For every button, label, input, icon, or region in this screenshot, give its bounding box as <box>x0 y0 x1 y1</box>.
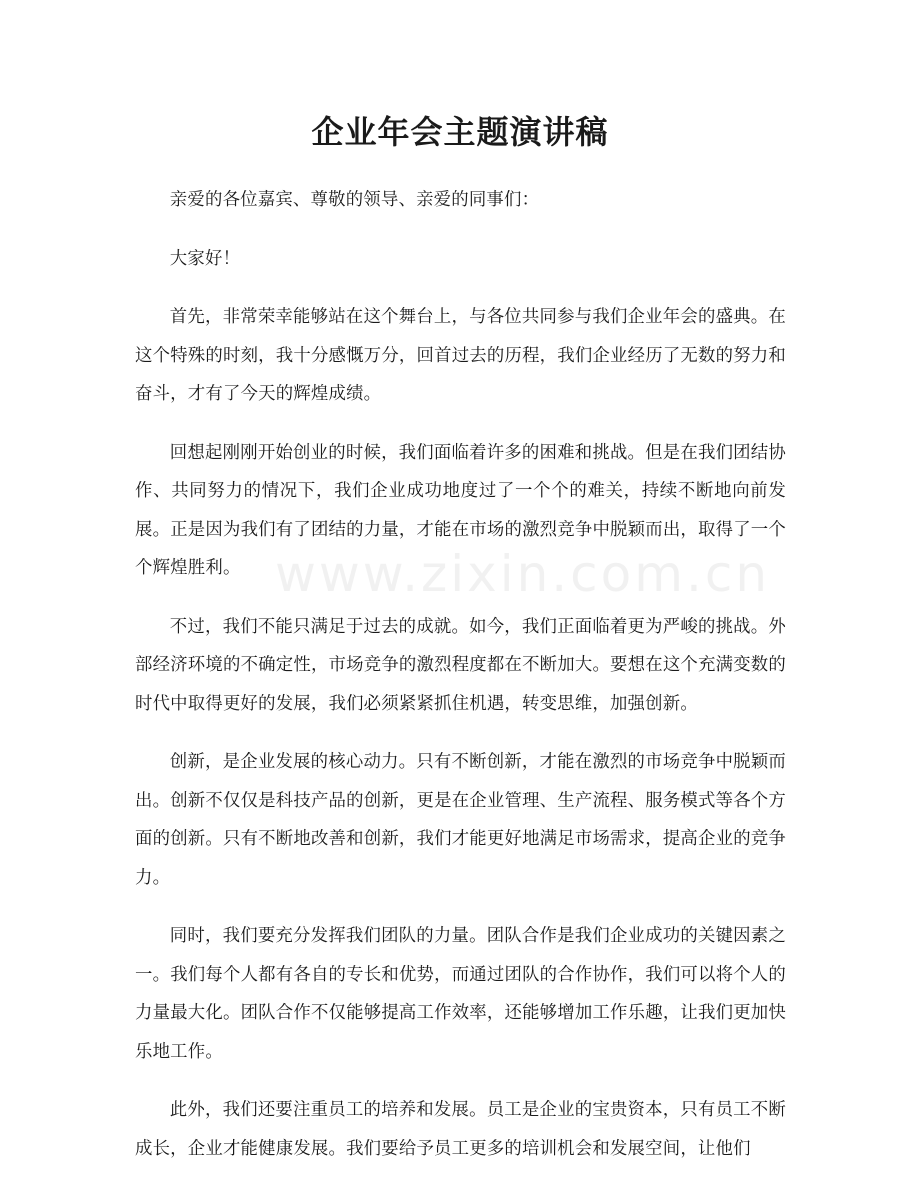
watermark: www.zixin.com.cn <box>275 545 771 603</box>
salutation-paragraph: 亲爱的各位嘉宾、尊敬的领导、亲爱的同事们： <box>169 190 540 210</box>
greeting-paragraph: 大家好！ <box>169 248 241 269</box>
body-paragraph: 同时，我们要充分发挥我们团队的力量。团队合作是我们企业成功的关键因素之一。我们每个人都有各自的专长和优势，而通过团队的合作协作，我们可以将个人的力量最大化。团队合作不仅能够提高工作效率，还能够增加工作乐趣，让我们更加快乐地工作。 <box>135 926 786 1062</box>
document-title: 企业年会主题演讲稿 <box>311 113 609 151</box>
body-paragraph: 此外，我们还要注重员工的培养和发展。员工是企业的宝贵资本，只有员工不断成长，企业才能健康发展。我们要给予员工更多的培训机会和发展空间，让他们 <box>135 1100 786 1159</box>
body-paragraph: 不过，我们不能只满足于过去的成就。如今，我们正面临着更为严峻的挑战。外部经济环境的不确定性，市场竞争的激烈程度都在不断加大。要想在这个充满变数的时代中取得更好的发展，我们必须紧紧抓住机遇，转变思维，加强创新。 <box>135 616 786 714</box>
body-paragraph: 创新，是企业发展的核心动力。只有不断创新，才能在激烈的市场竞争中脱颖而出。创新不仅仅是科技产品的创新，更是在企业管理、生产流程、服务模式等各个方面的创新。只有不断地改善和创新，我们才能更好地满足市场需求，提高企业的竞争力。 <box>135 752 786 888</box>
document-body <box>135 181 786 1188</box>
body-paragraph: 首先，非常荣幸能够站在这个舞台上，与各位共同参与我们企业年会的盛典。在这个特殊的时刻，我十分感慨万分，回首过去的历程，我们企业经历了无数的努力和奋斗，才有了今天的辉煌成绩。 <box>135 307 786 404</box>
body-paragraph: 回想起刚刚开始创业的时候，我们面临着许多的困难和挑战。但是在我们团结协作、共同努力的情况下，我们企业成功地度过了一个个的难关，持续不断地向前发展。正是因为我们有了团结的力量，才能在市场的激烈竞争中脱颖而出，取得了一个个辉煌胜利。 <box>135 442 786 578</box>
